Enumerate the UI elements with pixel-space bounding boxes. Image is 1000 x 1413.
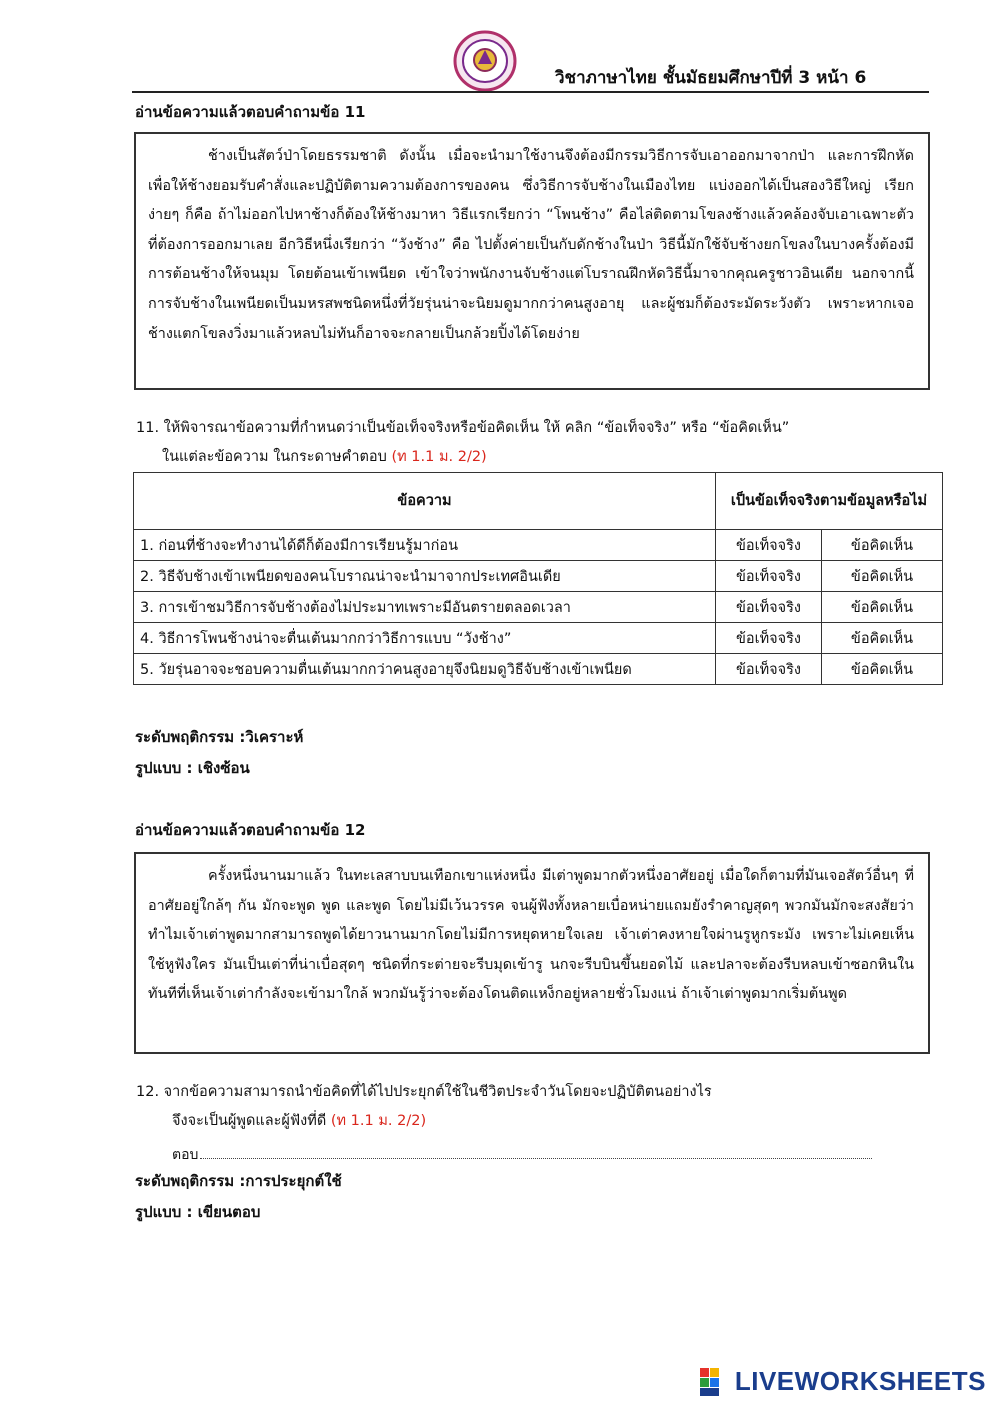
header-divider (132, 91, 929, 93)
fact-option[interactable]: ข้อเท็จจริง (716, 530, 822, 561)
question-11-line2: ในแต่ละข้อความ ในกระดาษคำตอบ (162, 449, 387, 465)
behavior-level-11: ระดับพฤติกรรม :วิเคราะห์ (135, 728, 304, 746)
question-12-line2: จึงจะเป็นผู้พูดและผู้ฟังที่ดี (172, 1113, 327, 1129)
opinion-option[interactable]: ข้อคิดเห็น (822, 530, 943, 561)
section-12-heading: อ่านข้อความแล้วตอบคำถามข้อ 12 (135, 821, 366, 839)
watermark-text: LIVEWORKSHEETS (734, 1366, 986, 1396)
table-row (134, 530, 943, 561)
behavior-level-12: ระดับพฤติกรรม :การประยุกต์ใช้ (135, 1172, 342, 1190)
section-12-meta (135, 1166, 342, 1228)
statement-cell: 2. วิธีจับช้างเข้าเพนียดของคนโบราณน่าจะนำมาจากประเทศอินเดีย (134, 561, 716, 592)
question-12-line1: 12. จากข้อความสามารถนำข้อคิดที่ได้ไปประยุกต์ใช้ในชีวิตประจำวันโดยจะปฏิบัติตนอย่างไร (136, 1084, 712, 1100)
table-row (134, 561, 943, 592)
statement-cell: 5. วัยรุ่นอาจจะชอบความตื่นเต้นมากกว่าคนสูงอายุจึงนิยมดูวิธีจับช้างเข้าเพนียด (134, 654, 716, 685)
opinion-option[interactable]: ข้อคิดเห็น (822, 654, 943, 685)
table-row (134, 654, 943, 685)
question-11-line2-wrap (136, 443, 926, 472)
opinion-option[interactable]: ข้อคิดเห็น (822, 592, 943, 623)
question-11-line1: 11. ให้พิจารณาข้อความที่กำหนดว่าเป็นข้อเท็จจริงหรือข้อคิดเห็น ให้ คลิก “ข้อเท็จจริง” หรือ “ข้อคิดเห็น” (136, 420, 790, 436)
passage-11-box (134, 132, 930, 390)
statement-cell: 3. การเข้าชมวิธีการจับช้างต้องไม่ประมาทเพราะมีอันตรายตลอดเวลา (134, 592, 716, 623)
section-11-meta (135, 722, 303, 784)
table-header-row (134, 473, 943, 530)
section-11-heading: อ่านข้อความแล้วตอบคำถามข้อ 11 (135, 103, 366, 121)
column-header-statement: ข้อความ (134, 473, 716, 530)
format-11: รูปแบบ : เชิงซ้อน (135, 759, 250, 777)
question-12-line2-wrap (136, 1107, 926, 1136)
fact-opinion-table (133, 472, 943, 685)
question-12 (136, 1078, 926, 1136)
fact-option[interactable]: ข้อเท็จจริง (716, 561, 822, 592)
fact-option[interactable]: ข้อเท็จจริง (716, 654, 822, 685)
question-11 (136, 414, 926, 472)
fact-option[interactable]: ข้อเท็จจริง (716, 623, 822, 654)
format-12: รูปแบบ : เขียนตอบ (135, 1203, 261, 1221)
column-header-fact-or-not: เป็นข้อเท็จจริงตามข้อมูลหรือไม่ (716, 473, 943, 530)
question-11-ref: (ท 1.1 ม. 2/2) (391, 449, 487, 465)
fact-option[interactable]: ข้อเท็จจริง (716, 592, 822, 623)
school-logo (452, 30, 518, 92)
question-12-ref: (ท 1.1 ม. 2/2) (330, 1113, 427, 1129)
passage-11-text: ช้างเป็นสัตว์ป่าโดยธรรมชาติ ดังนั้น เมื่อจะนำมาใช้งานจึงต้องมีกรรมวิธีการจับเอาออกมาจากป่า และการฝึกหัด เพื่อให้ช้างยอมรับคำสั่งและปฏิบัติตามความต้องการของคน ซึ่งวิธีการจับช้างในเมืองไทย แบ่งออกได้เป็นสองวิธีใหญ่ เรียกง่ายๆ ก็คือ ถ้าไม่ออกไปหาช้างก็ต้องให้ช้างมาหา วิธีแรกเรียกว่า “โพนช้าง” คือไล่ติดตามโขลงช้างแล้วคล้องจับเอาเฉพาะตัวที่ต้องการออกมาเลย อีกวิธีหนึ่งเรียกว่า “วังช้าง” คือ ไปตั้งค่ายเป็นกับดักช้างในป่า วิธีนี้มักใช้จับช้างยกโขลงในบางครั้งต้องมีการต้อนช้างให้จนมุม โดยต้อนเข้าเพนียด เข้าใจว่าพนักงานจับช้างแต่โบราณฝึกหัดวิธีนี้มาจากคุณครูชาวอินเดีย นอกจากนี้ การจับช้างในเพนียดเป็นมหรสพชนิดหนึ่งที่วัยรุ่นน่าจะนิยมดูมากกว่าคนสูงอายุ และผู้ชมก็ต้องระมัดระวังตัว เพราะหากเจอช้างแตกโขลงวิ่งมาแล้วหลบไม่ทันก็อาจจะกลายเป็นกล้วยปิ้งได้โดยง่าย (148, 148, 914, 342)
answer-12-label: ตอบ (172, 1147, 199, 1163)
statement-cell: 1. ก่อนที่ช้างจะทำงานได้ดีก็ต้องมีการเรียนรู้มาก่อน (134, 530, 716, 561)
liveworksheets-logo-icon (699, 1367, 729, 1397)
liveworksheets-watermark (699, 1366, 986, 1397)
opinion-option[interactable]: ข้อคิดเห็น (822, 623, 943, 654)
table-row (134, 623, 943, 654)
answer-12-input[interactable] (200, 1144, 872, 1159)
opinion-option[interactable]: ข้อคิดเห็น (822, 561, 943, 592)
passage-12-box (134, 852, 930, 1054)
answer-12-row (172, 1144, 872, 1166)
passage-12-text: ครั้งหนึ่งนานมาแล้ว ในทะเลสาบบนเทือกเขาแห่งหนึ่ง มีเต่าพูดมากตัวหนึ่งอาศัยอยู่ เมื่อใดก็ตามที่มันเจอสัตว์อื่นๆ ที่อาศัยอยู่ใกล้ๆ กัน มักจะพูด พูด และพูด โดยไม่มีเว้นวรรค จนผู้ฟังทั้งหลายเบื่อหน่ายแถมยังรำคาญสุดๆ พวกมันมักจะสงสัยว่า ทำไมเจ้าเต่าพูดมากสามารถพูดได้ยาวนานมากโดยไม่มีการหยุดหายใจเลย เจ้าเต่าคงหายใจผ่านรูหูกระมัง เพราะไม่เคยเห็นใช้หูฟังใคร มันเป็นเต่าที่น่าเบื่อสุดๆ ชนิดที่กระต่ายจะรีบมุดเข้ารู นกจะรีบบินขึ้นยอดไม้ และปลาจะต้องรีบหลบเข้าซอกหินในทันทีที่เห็นเจ้าเต่ากำลังจะเข้ามาใกล้ พวกมันรู้ว่าจะต้องโดนติดแหง็กอยู่หลายชั่วโมงแน่ ถ้าเจ้าเต่าพูดมากเริ่มต้นพูด (148, 868, 914, 1003)
table-row (134, 592, 943, 623)
statement-cell: 4. วิธีการโพนช้างน่าจะตื่นเต้นมากกว่าวิธีการแบบ “วังช้าง” (134, 623, 716, 654)
page-header-title: วิชาภาษาไทย ชั้นมัธยมศึกษาปีที่ 3 หน้า 6 (555, 68, 867, 88)
